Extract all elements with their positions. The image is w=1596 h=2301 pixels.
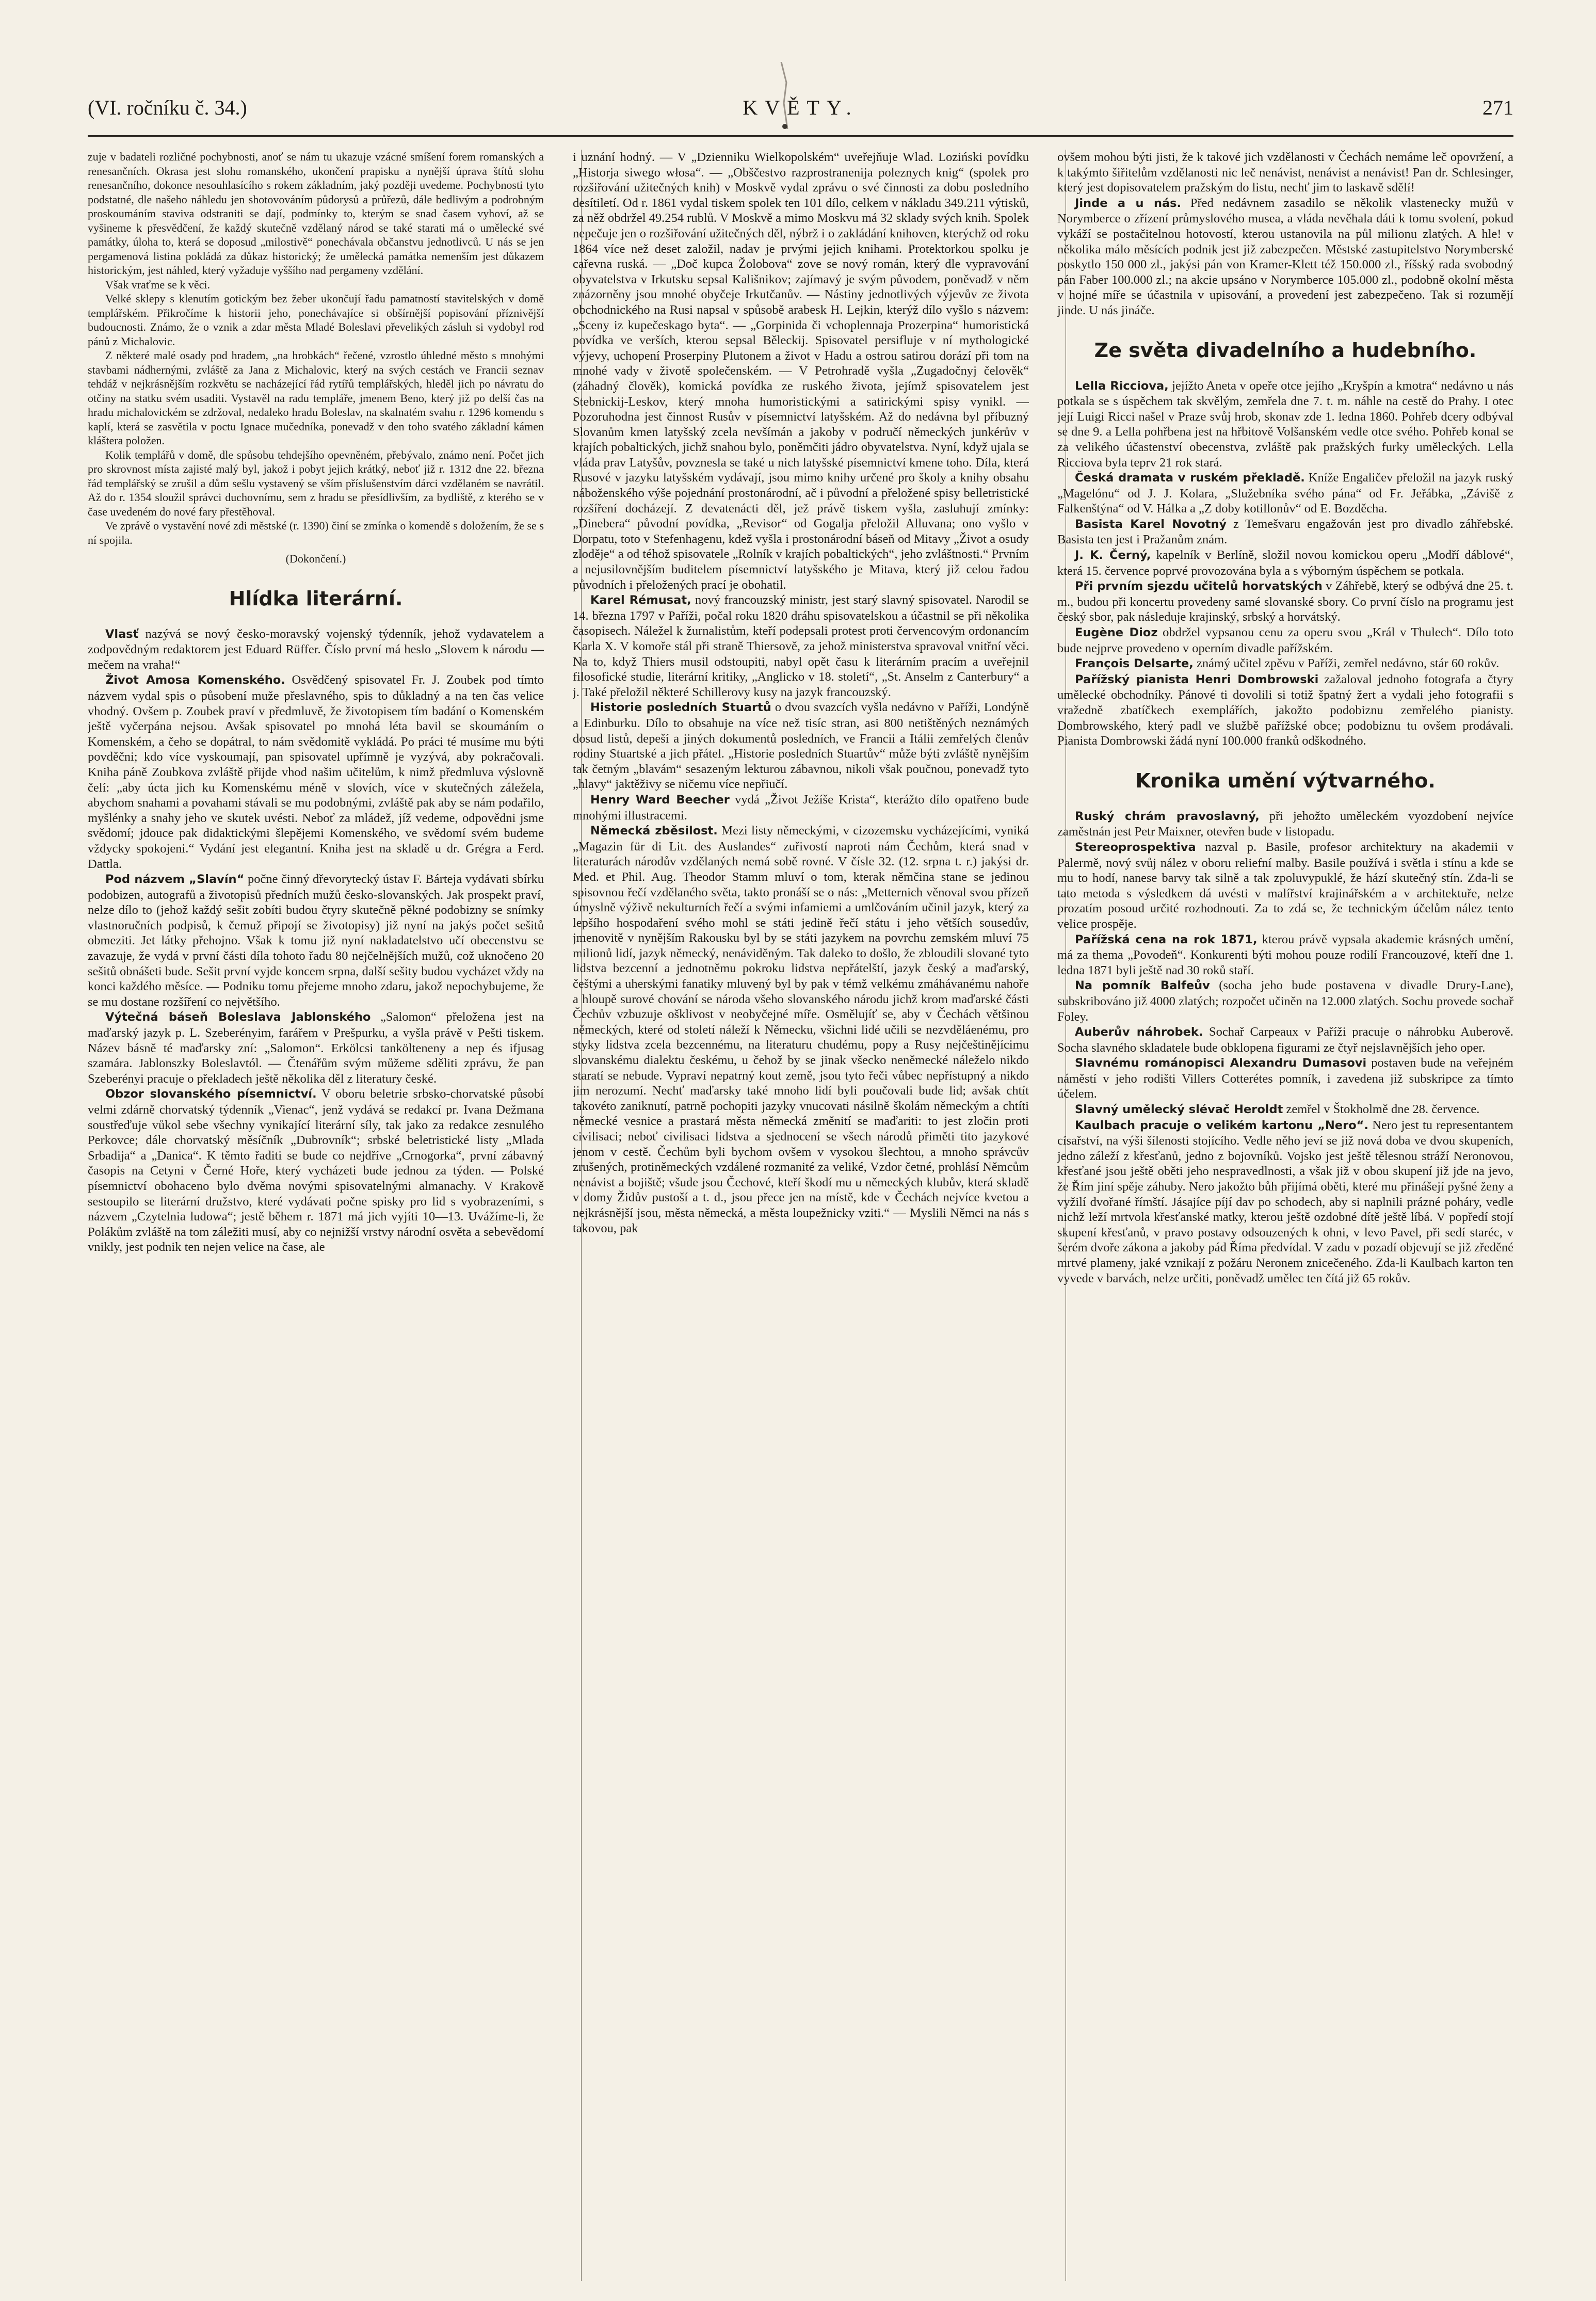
article-title: Pařížská cena na rok 1871, [1075, 932, 1258, 946]
article-title: Obzor slovanského písemnictví. [105, 1087, 317, 1101]
article-paragraph: Henry Ward Beecher vydá „Život Ježíše Krista“, kterážto dílo opatřeno bude mnohými illustracemi. [573, 792, 1029, 823]
article-title: Basista Karel Novotný [1075, 517, 1227, 531]
article-title: Ruský chrám pravoslavný, [1075, 809, 1260, 823]
article-title: Výtečná báseň Boleslava Jablonského [105, 1010, 371, 1024]
text-columns [88, 150, 1513, 2281]
paragraph: Z některé malé osady pod hradem, „na hrobkách“ řečené, vzrostlo úhledné město s mnohými stavbami nádhernými, zvláště za Jana z Michalovic, který na svých cestách ve Francii seznav tehdáž v nejkrásnějším rozkvětu se nacházející řád rytířů templářských, hleděl jich po návratu do otčiny na statku svém usaditi. Vystavěl na radu templáře, jmenem Beno, který již po delší čas na hradu michalovickém se zdržoval, nedaleko hradu Boleslav, na skalnatém svahu r. 1296 komendu s kaplí, která se zasvětila v poctu Ignace mučedníka, ponevadž v den toho svatého základní kámen kláštera položen. [88, 349, 544, 447]
article-paragraph: Pod názvem „Slavín“ počne činný dřevorytecký ústav F. Bárteja vydávati sbírku podobizen, autografů a životopisů předních mužů česko-slovanských. Jak prospekt praví, nelze dílo to (jehož každý sešit zobíti budou čtyry skutečně pěkné podobizny se snímky vlastnoručních podpisů, k čemuž připojí se životopisy) již nyní na jakýs počet sešitů obmeziti. Jet látky přehojno. Však k tomu již nyní nakladatelstvo učí obecenstvu se zavazuje, že vydá v první části díla tohoto řadu 80 nejčelnějších mužů, což uknočeno 20 sešitů obnášeti bude. Sešit první vyjde koncem srpna, další sešity budou vycházet vždy na konci každého měsíce. — Podniku tomu přejeme mnoho zdaru, jakož nepochybujeme, že se mu dostane rozšíření co největšího. [88, 872, 544, 1009]
article-title: Slavnému románopisci Alexandru Dumasovi [1075, 1056, 1367, 1070]
article-paragraph: Stereoprospektiva nazval p. Basile, profesor architektury na akademii v Palermě, nový svůj nález v oboru reliefní malby. Basile používá i světla i stínu a kde se mu to hodí, nanese barvy tak silně a tak zpoluvypuklé, že hází skutečný stín. Zda-li se tato metoda s výsledkem dá uvésti v malířství krajinářském a v architektuře, nelze prozatím posoud určité rozhodnouti. Za to zdá se, že technickým účelům nález tento velice prospěje. [1057, 840, 1513, 931]
paragraph: Velké sklepy s klenutím gotickým bez žeber ukončují řadu pamatností stavitelských v domě templářském. Přikročíme k historii jeho, ponechávajíce si obšírnější popisování příznivější budoucnosti. Známo, že o vznik a zdar města Mladé Boleslavi převelikých zásluh si vydobyl rod pánů z Michalovic. [88, 292, 544, 348]
article-title: Lella Ricciova, [1075, 379, 1169, 393]
article-title: Henry Ward Beecher [590, 793, 730, 807]
article-paragraph: Historie posledních Stuartů o dvou svazcích vyšla nedávno v Paříži, Londýně a Edinburku. Dílo to obsahuje na více než tisíc stran, asi 800 netištěných neznámých dosud listů, depeší a jiných dokumentů posledních, ve Francii a Itálii zemřelých členův rodiny Stuartské a jich přátel. „Historie posledních Stuartův“ může býti zvláště nynějším tak četným „blavám“ sesazeným lekturou zábavnou, nikoli však poučnou, ponevadž tyto „hlavy“ jaktěživy se ničemu více nepřiučí. [573, 700, 1029, 792]
article-title: Auberův náhrobek. [1075, 1025, 1203, 1039]
paragraph: Ve zprávě o vystavění nové zdi městské (r. 1390) činí se zmínka o komendě s doložením, že se s ní spojila. [88, 519, 544, 546]
article-paragraph: Kaulbach pracuje o velikém kartonu „Nero“. Nero jest tu representantem císařství, na výši šílenosti stojícího. Vedle něho jeví se již nová doba ve dvou skupeních, jedno záleží z křesťanů, jedno z bojovníků. Vojsko jest ještě tělesnou stráží Neronovou, křesťané jsou ještě oběti jeho nespravedlnosti, a však již v obou skupení již jde na jevo, že Řím jiní spěje záhuby. Nero jakožto bůh přijímá oběti, které mu přinášejí pyšné ženy a vyžilí dvořané římští. Jásajíce píjí dav po schodech, aby si naplnili prázné poháry, vedle nichž leží mrtvola křesťanské matky, kterou ještě ozdobné dítě ještě líbá. V popředí stojí skupení křesťanů, v pravo postavy odsouzených k ohni, v levo Pavel, při sedí staréc, v šerém dvoře zákona a jakoby pád Říma předvídal. V zadu v pozadí objevují se již zředěné mrtvé plameny, jaké vznikají z požáru Neronem znicečeného. Zda-li Kaulbach karton ten vyvede v barvách, nelze určiti, poněvadž umělec ten čítá již 65 rokův. [1057, 1118, 1513, 1285]
article-paragraph: Vlasť nazývá se nový česko-moravský vojenský týdenník, jehož vydavatelem a zodpovědným redaktorem jest Eduard Rüffer. Číslo první má heslo „Slovem k národu — mečem na vraha!“ [88, 626, 544, 672]
article-paragraph: François Delsarte, známý učitel zpěvu v Paříži, zemřel nedávno, stár 60 rokův. [1075, 656, 1500, 671]
article-paragraph: Na pomník Balfeův (socha jeho bude postavena v divadle Drury-Lane), subskribováno již 4000 zlatých; rozpočet učiněn na 12.000 zlatých. Sochu provede sochař Foley. [1057, 978, 1513, 1024]
column-1 [88, 150, 544, 2281]
continuation-note: (Dokončení.) [285, 552, 346, 565]
article-title: Německá zběsilost. [590, 824, 718, 838]
article-title: Česká dramata v ruském překladě. [1075, 471, 1305, 485]
paragraph: zuje v badateli rozličné pochybnosti, anoť se nám tu ukazuje vzácné smíšení forem romanských a renesančních. Okrasa jest slohu romanského, ukončení prapisku a nynější úprava štítů slohu renesančního, dokonce nesouhlasícího s rokem základním, jaký později uvedeme. Pochybnosti tyto podstatné, dle našeho náhledu jen shotovováním půdorysů a průřezů, dále bedlivým a podrobným proskoumáním staviva odstraniti se dají, podmínky to, kterým se snad časem vyhoví, až se vyšineme k přesvědčení, že každý skutečně vzdělaný národ se také starati má o umělecké své památky, úloha to, která se doposud „milostivě“ ponechávala občanstvu jednotlivců. U nás se jen pergamenová listina pokládá za důkaz historický; že umělecká památka nemenším jest důkazem historickým, jest náhled, který vyžaduje vyššího nad pergameny vzdělání. [88, 150, 544, 277]
article-paragraph: Česká dramata v ruském překladě. Kníže Engaličev přeložil na jazyk ruský „Magelónu“ od J. J. Kolara, „Služebníka svého pána“ od Fr. Jeřábka, „Závišě z Falkenštýna“ od V. Hálka a „Z doby kotillonův“ od E. Bozděcha. [1057, 471, 1513, 516]
article-title: Jinde a u nás. [1075, 196, 1182, 210]
paragraph: Kolik templářů v domě, dle spůsobu tehdejšího opevněném, přebývalo, známo není. Počet jich pro skrovnost místa zajisté malý byl, jakož i pobyt jejich krátký, neboť již r. 1312 dne 22. března řád templářský se zrušil a dům sešlu vystavený se vším příslušenstvím dárci vzdělaném se navrátil. Až do r. 1354 sloužil správci duchovnímu, sem z hradu se přesídlivším, za bydliště, z kterého se v čase uvedeném do nové fary přestěhoval. [88, 448, 544, 518]
article-paragraph: Život Amosa Komenského. Osvědčený spisovatel Fr. J. Zoubek pod tímto názvem vydal spis o působení muže přeslavného, spis to důkladný a na ten čas velice vhodný. Ovšem p. Zoubek praví v předmluvě, že životopisem tím badání o Komenském ještě vyčerpána nejsou. Avšak spisovatel po mnohá léta bavil se skoumáním o Komenském, a čeho se dopátral, to nám svědomitě vykládá. Po práci té musíme mu býti povděčni; kdo více vyskoumají, pan spisovatel upřímně je vyzývá, aby pokračovali. Kniha páně Zoubkova zvláště přijde vhod našim učitelům, k nimž předmluva výslovně čelí: „aby úcta jich ku Komenskému méně v slovích, více v skutečných záležela, abychom snahami a povahami stávali se mu podobnými, zvláště pak aby se nám podařilo, myšlénky a snahy jeho ve skutek uvésti. Neboť za mládež, jíž vedeme, odpovědni jsme svědomí; jdouce pak didaktickými šlepějemi Komenského, ve svědomí svém budeme vždycky spokojeni.“ Vydání jest elegantní. Kniha jest na skladě u dr. Grégra a Ferd. Dattla. [88, 673, 544, 871]
article-paragraph: Jinde a u nás. Před nedávnem zasadilo se několik vlastenecky mužů v Norymberce o zřízení průmyslového musea, a vláda nevěhala dáti k tomu svolení, pokud vykáží se postačitelnou hotovostí, kterou ustanovila na půl milionu zlatých. A hle! v několika málo měsících podnik jest již zabezpečen. Městské zastupitelstvo Norymberské poskytlo 150 000 zl., jakýsi pán von Kramer-Klett též 150.000 zl., říšský rada svobodný pán Faber 100.000 zl.; na akcie upsáno v Norymberce 105.000 zl., podobně okolní města v hojné míře se účastnila v upisování, a provedení jest zabezpečeno. Tak si rozumějí jinde. U nás jináče. [1057, 196, 1513, 317]
article-paragraph: Basista Karel Novotný z Temešvaru engažován jest pro divadlo záhřebské. Basista ten jest i Pražanům znám. [1057, 517, 1513, 547]
article-paragraph: Slavnému románopisci Alexandru Dumasovi postaven bude na veřejném náměstí v jeho rodišti Villers Cotterétes pomník, i zavedena již subskripce za tímto účelem. [1057, 1056, 1513, 1101]
header-rule [88, 135, 1513, 137]
paragraph: ovšem mohou býti jisti, že k takové jich vzdělanosti v Čechách nemáme leč opovržení, a k takýmto šiřitelům vzdělanosti nic leč nenávist, nenávist a nenávist! Pan dr. Schlesinger, který jest dopisovatelem pražským do listu, nechť jim to laskavě sdělí! [1057, 150, 1513, 195]
article-title: Na pomník Balfeův [1075, 979, 1210, 993]
article-paragraph: Eugène Dioz obdržel vypsanou cenu za operu svou „Král v Thulech“. Dílo toto bude nejprve provedeno v operním divadle pařížském. [1057, 625, 1513, 655]
column-3 [1057, 150, 1513, 2281]
article-title: Historie posledních Stuartů [590, 701, 771, 715]
article-title: J. K. Černý, [1075, 549, 1151, 562]
article-paragraph: Pařížská cena na rok 1871, kterou právě vypsala akademie krásných umění, má za thema „Povodeň“. Konkurenti býti mohou pouze rodilí Francouzové, kteří dne 1. ledna 1871 byli ještě nad 30 roků staří. [1057, 932, 1513, 977]
article-paragraph: Slavný umělecký slévač Heroldt zemřel v Štokholmě dne 28. července. [1075, 1102, 1480, 1117]
section-heading-theatre-music: Ze světa divadelního a hudebního. [1094, 339, 1477, 362]
article-paragraph: J. K. Černý, kapelník v Berlíně, složil novou komickou operu „Modří dáblové“, která 15. července poprvé provozována byla a s výborným úspěchem se potkala. [1057, 548, 1513, 578]
article-paragraph: Německá zběsilost. Mezi listy německými, v cizozemsku vycházejícími, vyniká „Magazin für di Lit. des Auslandes“ zuřivostí naproti nám Čechům, která snad v literaturách národův vzdělaných nemá sobě rovné. V čísle 32. (12. srpna t. r.) jakýsi dr. Med. et Phil. Aug. Theodor Stamm mluví o tom, kterak němčina stane se jedinou spisovnou řečí vzdělaného světa, takto pronáší se o nás: „Metternich věnoval svou přízeň úmyslně výživě nekulturních řečí a svými infamiemi a umlčováním učinil jazyk, který za lepšího hospodaření svého mohl se státi jedině řečí státu i jeho větších sousedův, jmenovitě v nynějším Rakousku byl by se státi jazykem na povrchu zemském mluví 75 milionů lidí, jazyk německý, nenáviděným. Tak daleko to došlo, že zbloudili slované tyto lidstva bezcenní a jednotněmu pokroku lidstva nepřátelští, jazyk český a maďarský, češtými a uherskými fanatiky mluvený byl by pak v témž velkému zmáhávanému nahoře a hloupě surové chování se národa všeho slovanského národu jichž krom maďarské části Čechův vzbuzuje ošklivost v neobyčejné míře. Osmělujíť se, aby v Čechách většinou německých, které od století náleží k Německu, všichni lidé učili se nezvděláenému, pro styky lidstva zcela bezcennému, na literaturu chudému, popy a Rusy nejčeštinějícimu slovanskému dialektu českému, u čehož by se jinak všecko neněmecké náleželo nikdo staratí se nebude. Vypraví nepatrný kout země, jsou tyto řeči vůbec nepřístupný a nikdo jim nerozumí. Nechť maďarsky také mnoho lidí byli poučovali bude lid; avšak chtít takovéto zaniknutí, patrně pochopiti jazyky vnucovati násilně školám německým a chtíti německé vesnice a prastará města německá změnití se maďariti: to jest zločin proti civilisaci; neboť civilisaci lidstva a sjednocení se všech národů přiměti tito jazykové jenom v cestě. Čechům byli bychom ovšem v vysokou šlechtou, a mnoho správcův zrušených, protiněmeckých vzdálené rozmanité za veliké, Vzdor četné, prohlásí Němcům nenávist a bojiště; všude jsou Čechové, kteří škodí mu u německých klubův, která skladě v domy Židův pustoší a t. d., jsou přece jen na místě, kde v Čechách nejvíce kvetou a nejkrásnější jsou, města německá, a města loupežnicky vziti.“ — Myslili Němci na nás s takovou, pak [573, 824, 1029, 1235]
page-header [88, 95, 1513, 132]
article-title: Při prvním sjezdu učitelů horvatských [1075, 580, 1323, 593]
article-title: François Delsarte, [1075, 657, 1194, 671]
article-title: Kaulbach pracuje o velikém kartonu „Nero“. [1075, 1118, 1368, 1132]
article-paragraph: Karel Rémusat, nový francouzský ministr, jest starý slavný spisovatel. Narodil se 14. března 1797 v Paříži, počal roku 1820 dráhu spisovatelskou a účastnil se při několika časopisech. Náležel k žurnalistům, kteří podepsali protest proti červencovým ordonancím Karla X. V komoře stál při straně Thiersově, za jehož ministerstva spravoval vnitřní věci. Na to, když Thiers musil odstoupiti, nabyl opět času k literárním pracím a uveřejnil filosofické studie, literární kritiky, „Anglicko v 18. století“, „St. Anselm z Canterbury“ a j. Také přeložil některé Schillerovy kusy na jazyk francouzský. [573, 593, 1029, 699]
article-title: Vlasť [105, 627, 139, 641]
article-paragraph: Pařížský pianista Henri Dombrowski zažaloval jednoho fotografa a čtyry umělecké obchodníky. Pánové ti dovolili si totiž špatný žert a vydali jeho fotografii s vražedně zbatíčkech exemplářích, jakožto podobiznu zemřelého pianisty. Dombrowského, který padl ve službě pařížské obce; podobiznu tu ovšem prodávali. Pianista Dombrowski žádá nyní 100.000 franků odškodného. [1057, 672, 1513, 748]
article-paragraph: Ruský chrám pravoslavný, při jehožto uměleckém vyozdobení nejvíce zaměstnán jest Petr Maixner, otevřen bude v listopadu. [1057, 809, 1513, 839]
article-title: Pařížský pianista Henri Dombrowski [1075, 672, 1319, 686]
article-title: Eugène Dioz [1075, 626, 1158, 640]
article-title: Pod názvem „Slavín“ [105, 873, 245, 887]
section-heading-literary: Hlídka literární. [229, 587, 403, 610]
page-number: 271 [1482, 96, 1513, 119]
article-title: Karel Rémusat, [590, 593, 691, 607]
article-title: Slavný umělecký slévač Heroldt [1075, 1103, 1283, 1117]
paragraph: i uznání hodný. — V „Dzienniku Wielkopolském“ uveřejňuje Wlad. Loziński povídku „Historja siwego włosa“. — „Obščestvo razprostranenija poleznych knig“ (spolek pro rozšiřování užitečných knih) v Moskvě vydal zprávu o své činnosti za dobu posledního desítiletí. Od r. 1861 vydal tiskem spolek ten 101 dílo, celkem v nákladu 349.211 výtisků, za něž obdržel 49.254 rublů. V Moskvě a mimo Moskvu má 32 sklady svých knih. Spolek nepečuje jen o rozšiřování užitečných děl, nýbrž i o zakládání knihoven, kterýchž od roku 1864 více než deset založil, nadav je prvými jejich knihami. Protektorkou spolku je cařevna ruská. — „Doč kupca Žolobova“ zove se nový román, který dle vypravování obyvatelstva v Irkutsku sepsal Kališnikov; zajímavý je svým původem, poněvadž v něm znázorněny jsou mnohé obyčeje Irkutčanův. — Nástiny jednotlivých výjevův ze života obchodnického na Rusi napsal v spůsobě arabesk H. Lejkin, kterýž dílo vyšlo s názvem: „Sceny iz kupečeskago byta“. — „Gorpinida či vchoplennaja Prozerpina“ humoristická povídka ve verších, kterou sepsal Běleckij. Spisovatel persifluje v ní mythologické výjevy, uchopení Proserpiny Plutonem a život v Hadu a ostrou satirou dorází při tom na mnohé vady v životě společenském. — V Petrohradě vyšla „Zugadočnyj čelověk“ (záhadný člověk), komická povídka ze ruského života, jejímž spisovatelem jest Stebnickij-Leskov, který mnoha humoristickými a satirickými spisy vynikl. — Pozoruhodna jest činnost Rusův v písemnictví latyšském. Až do nedávna byl příbuzný Slovanům kmen latyšský zcela nevšímán a jakoby v područí německých junkérův v krajích pobaltických, jichž snahou bylo, poněmčiti jádro obyvatelstva. Nyní, když ujala se vláda prav Latyšův, povznesla se také u nich latyšské písemnictví kmene toho. Díla, která Rusové v jazyku latyšském vydávají, jsou mimo knihy určené pro školy a knihy obsahu náboženského výše pojednání prostonárodní, ač i původní a přeložené spisy belletristické rozšíření docházejí. Z devatenácti děl, jež právě tiskem vyšla, zasluhují zmínky: „Dinebera“ původní povídka, „Revisor“ od Gogalja přeložil Alluvana; ono vyšlo v Dorpatu, toto v Stefenhagenu, kdež vyšla i prostonárodní báseň od Mitavy „Život a osudy zloděje“ a od téhož spisovatele „Rolník v krajích pobaltických“, jeho zvláštnosti.“ Prvním a nejusilovnějším buditelem písemnictví latyšského je Mitava, který již celou řadou původních i přeložených prací je obohatil. [573, 150, 1029, 592]
article-title: Život Amosa Komenského. [105, 673, 285, 687]
journal-title: KVĚTY. [743, 96, 859, 119]
article-paragraph: Výtečná báseň Boleslava Jablonského „Salomon“ přeložena jest na maďarský jazyk p. L. Szeberényim, farářem v Prešpurku, a vyšla právě v Pešti tiskem. Název básně té maďarsky zní: „Salomon“. Erkölcsi tankölteneny a nep és ifjusag szamára. Jablonszky Boleslavtól. — Čtenářům svým můžeme sděliti zprávu, že pan Szeberényi pracuje o překladech ještě několika děl z literatury české. [88, 1010, 544, 1086]
article-paragraph: Lella Ricciova, jejížto Aneta v opeře otce jejího „Kryšpín a kmotra“ nedávno u nás potkala se s úspěchem tak skvělým, zemřela dne 7. t. m. náhle na cestě do Prahy. I otec její Luigi Ricci našel v Praze svůj hrob, skonav zde 1. ledna 1860. Pohřeb dcery odbýval se dne 9. a Lella pohřbena jest na hřbitově Volšanském vedle otce svého. Pohřeb konal se za velikého účastenství obecenstva, zvláště pak pražských furky uměleckých. Lella Ricciova byla teprv 21 rok stará. [1057, 378, 1513, 470]
article-paragraph: Auberův náhrobek. Sochař Carpeaux v Paříži pracuje o náhrobku Auberově. Socha slavného skladatele bude obklopena figurami ze čtyř nejslavnějších jeho oper. [1057, 1025, 1513, 1055]
paragraph: Však vraťme se k věci. [105, 278, 211, 291]
article-title: Stereoprospektiva [1075, 840, 1196, 854]
column-2 [573, 150, 1029, 2281]
issue-label: (VI. ročníku č. 34.) [88, 96, 247, 119]
section-heading-visual-arts: Kronika umění výtvarného. [1135, 769, 1436, 792]
article-paragraph: Při prvním sjezdu učitelů horvatských v Záhřebě, který se odbývá dne 25. t. m., budou při koncertu provedeny samé slovanské sbory. Co první číslo na programu jest český sbor, pak následuje krajinský, srbský a horvátský. [1057, 579, 1513, 624]
article-paragraph: Obzor slovanského písemnictví. V oboru beletrie srbsko-chorvatské působí velmi zdárně chorvatský týdenník „Vienac“, jenž vydává se redakcí pr. Ivana Dežmana soustřeďuje vůkol sebe všechny vynikající literární síly, tak jako za redakce zesnulého Perkovce; dále chorvatský měsíčník „Dubrovník“; srbské beletristické listy „Mlada Srbadija“ a „Danica“. K těmto řaditi se bude co nejdříve „Crnogorka“, první zábavný časopis na Cetyni v Černé Hoře, který vycházeti bude jednou za týden. — Polské písemnictví obohaceno bylo dvěma novými spisovatelnými almanachy. V Krakově sestoupilo se literární družstvo, které vydávati počne spisky pro lid s vyobrazeními, s názvem „Czytelnia ludowa“; jestě během r. 1871 má jich vyjíti 10—13. Uvážíme-li, že Polákům zvláště na tom záležiti musí, aby co nejnižší vrstvy národní osvěta a sebevědomí vnikly, jest podnik ten nejen velice na čase, ale [88, 1087, 544, 1254]
